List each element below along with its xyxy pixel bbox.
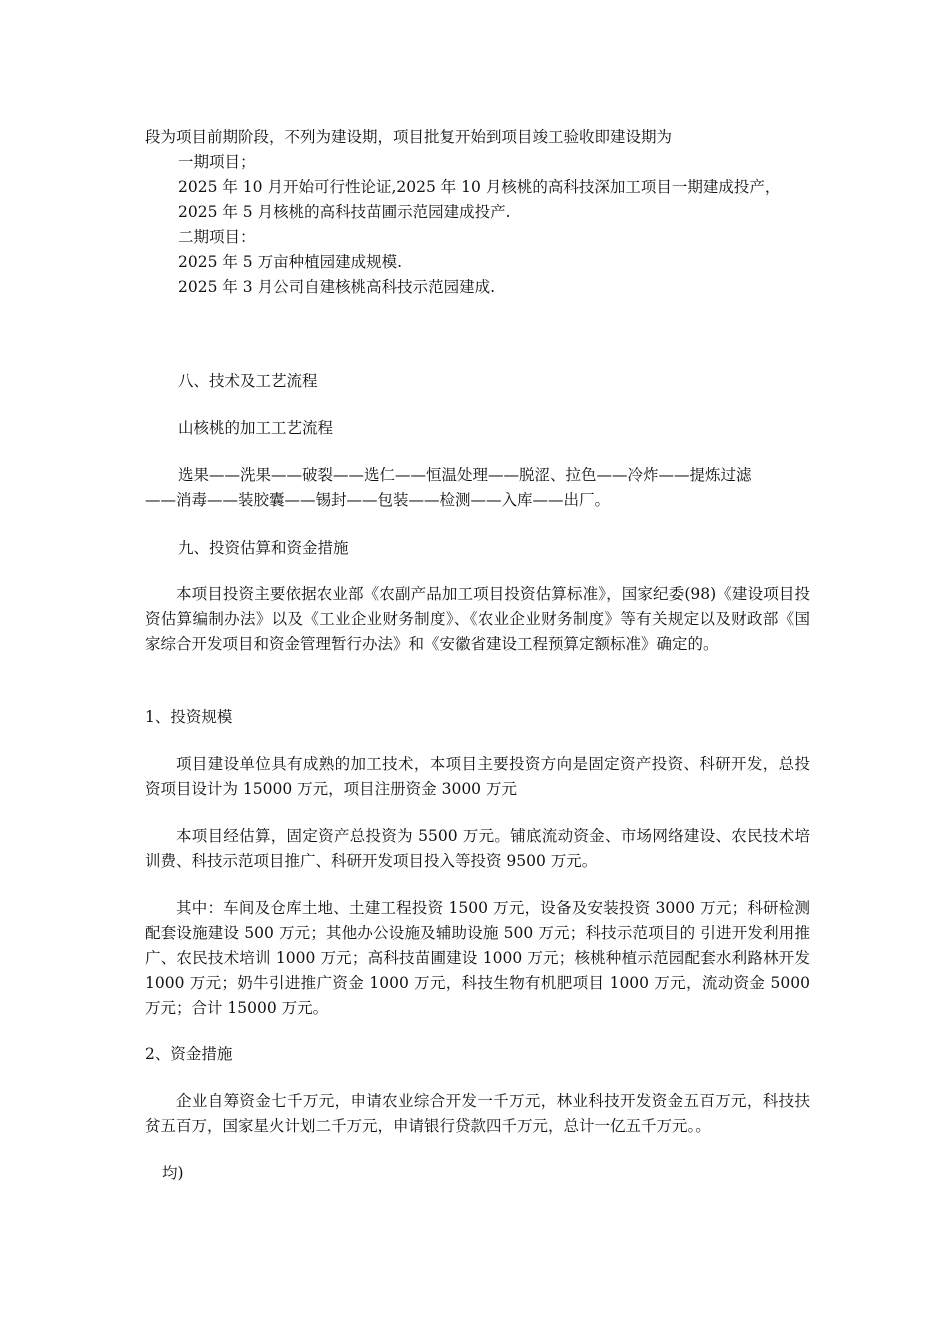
paragraph-funding: 企业自筹资金七千万元，申请农业综合开发一千万元，林业科技开发资金五百万元，科技扶贫五百万，国家星火计划二千万元，申请银行贷款四千万元，总计一亿五千万元。。: [145, 1092, 810, 1135]
subsection-heading: 2、资金措施: [145, 1045, 233, 1063]
text-line: 一期项目；: [178, 153, 256, 171]
process-flow-line: 选果——洗果——破裂——选仁——恒温处理——脱涩、拉色——冷炸——提炼过滤: [178, 466, 752, 484]
paragraph-investment-scale: 项目建设单位具有成熟的加工技术，本项目主要投资方向是固定资产投资、科研开发，总投资项目设计为 15000 万元，项目注册资金 3000 万元: [145, 755, 810, 798]
text-line: 2025 年 5 万亩种植园建成规模.: [178, 253, 403, 271]
paragraph-fixed-assets: 本项目经估算，固定资产总投资为 5500 万元。铺底流动资金、市场网络建设、农民技术培训费、科技示范项目推广、科研开发项目投入等投资 9500 万元。: [145, 827, 810, 870]
text-line: 2025 年 3 月公司自建核桃高科技示范园建成.: [178, 278, 496, 296]
subsection-heading: 1、投资规模: [145, 708, 233, 726]
paragraph-basis: 本项目投资主要依据农业部《农副产品加工项目投资估算标准》，国家纪委(98)《建设项目投资估算编制办法》以及《工业企业财务制度》、《农业企业财务制度》等有关规定以及财政部《国家综合开发项目和资金管理暂行办法》和《安徽省建设工程预算定额标准》确定的。: [145, 585, 810, 653]
process-flow-line: ——消毒——装胶囊——锡封——包装——检测——入库——出厂。: [145, 491, 611, 509]
text-line: 段为项目前期阶段，不列为建设期，项目批复开始到项目竣工验收即建设期为: [145, 128, 673, 146]
text-line: 二期项目：: [178, 228, 256, 246]
section-heading: 九、投资估算和资金措施: [178, 539, 349, 557]
subsection-heading: 山核桃的加工工艺流程: [178, 419, 334, 437]
paragraph-breakdown: 其中：车间及仓库土地、土建工程投资 1500 万元，设备及安装投资 3000 万元；科研检测配套设施建设 500 万元；其他办公设施及辅助设施 500 万元；科技示范项目的 引进开发利用推广、农民技术培训 1000 万元；高科技苗圃建设 1000 万元；核桃种植示范园配套水利路林开发 1000 万元；奶牛引进推广资金 1000 万元，科技生物有机肥项目 1000 万元，流动资金 5000 万元；合计 15000 万元。: [145, 899, 810, 1017]
text-line: 2025 年 10 月开始可行性论证,2025 年 10 月核桃的高科技深加工项目一期建成投产，: [178, 178, 781, 196]
trailing-text: 均): [162, 1164, 184, 1182]
text-line: 2025 年 5 月核桃的高科技苗圃示范园建成投产.: [178, 203, 511, 221]
section-heading: 八、技术及工艺流程: [178, 372, 318, 390]
